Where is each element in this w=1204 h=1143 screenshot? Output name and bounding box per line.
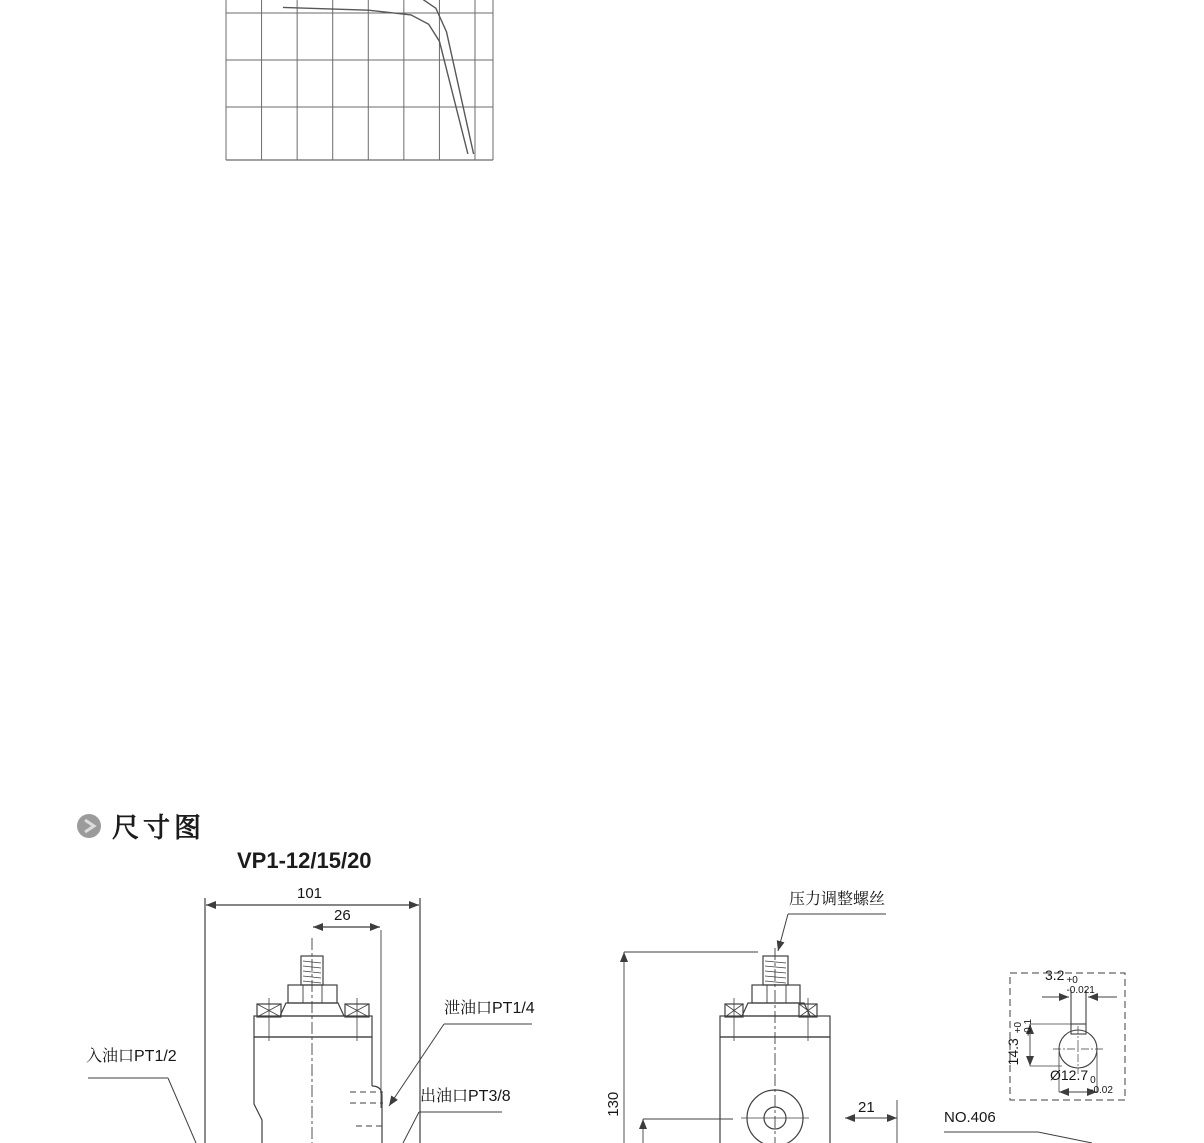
keyway-width-value: 3.2	[1045, 967, 1065, 983]
shaft-diameter-dim	[1050, 1068, 1113, 1096]
pressure-screw-label: 压力调整螺丝	[789, 891, 886, 908]
keyway-height-tol-upper: +0	[1012, 1021, 1024, 1034]
keyway-width-tol-upper: +0	[1066, 975, 1078, 986]
outlet-port-label: 出油口PT3/8	[420, 1088, 511, 1105]
dim-130: 130	[604, 1091, 622, 1117]
keyway-height-value: 14.3	[1004, 1038, 1021, 1066]
keyway-width-tol-lower: -0.021	[1066, 985, 1095, 997]
drain-port-label: 泄油口PT1/4	[444, 1000, 535, 1017]
keyway-width-dim	[1045, 968, 1095, 996]
dim-26: 26	[334, 907, 351, 924]
shaft-diameter-tol-lower: -0.02	[1090, 1085, 1113, 1097]
shaft-diameter-tol-upper: 0	[1090, 1075, 1096, 1086]
dim-101: 101	[297, 885, 323, 902]
drawing-model-title: VP1-12/15/20	[237, 848, 372, 873]
keyway-height-dim	[1006, 1007, 1034, 1077]
keyway-height-tol-lower: -0.1	[1023, 1018, 1034, 1037]
dim-21: 21	[858, 1099, 875, 1116]
section-title: 尺寸图	[112, 813, 205, 843]
shaft-diameter-value: Ø12.7	[1050, 1067, 1089, 1083]
inlet-port-label: 入油口PT1/2	[86, 1048, 177, 1065]
section-bullet-icon	[76, 813, 102, 839]
key-number-label: NO.406	[944, 1109, 996, 1126]
